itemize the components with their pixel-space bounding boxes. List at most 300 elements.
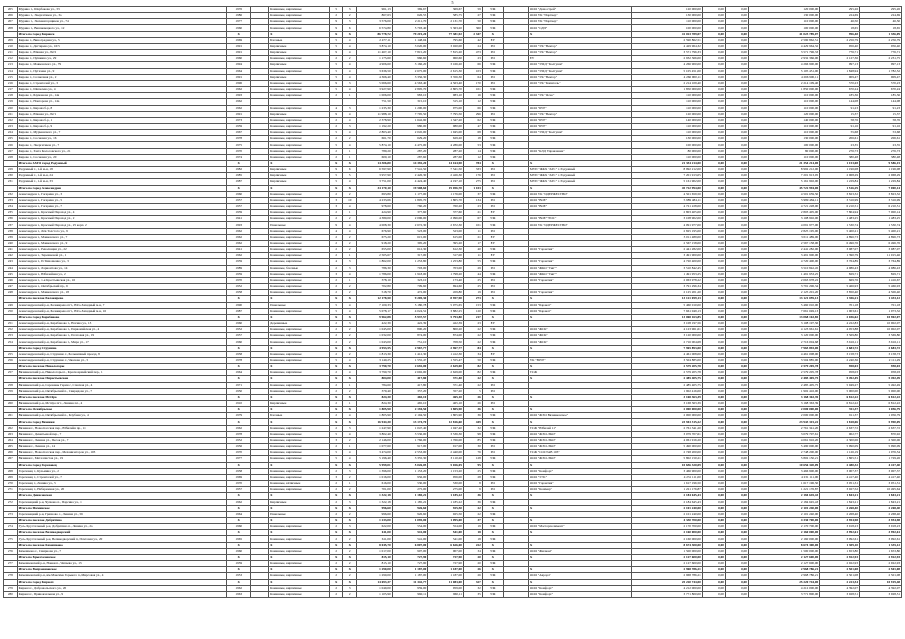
cell-managing-organization: X bbox=[528, 530, 631, 536]
cell-max-unit-cost: 10 919,48 bbox=[859, 579, 901, 585]
cell-row-number: 251 bbox=[4, 320, 18, 326]
cell-residents: 37 bbox=[463, 191, 482, 197]
cell-address: Итого по город Карабаново bbox=[17, 314, 227, 320]
cell-total-cost: 3 771 800,00 bbox=[631, 591, 702, 597]
cell-total-area: 751,50 bbox=[357, 99, 393, 105]
cell-total-cost: 4 721 228,00 bbox=[631, 204, 702, 210]
cell-funding-method: X bbox=[482, 394, 503, 400]
cell-unit-cost: 3 569,80 bbox=[820, 333, 860, 339]
cell-wall-material: X bbox=[269, 505, 330, 511]
cell-unit-cost: 829,71 bbox=[820, 271, 860, 277]
cell-max-unit-cost: 2 968,29 bbox=[859, 173, 901, 179]
cell-total-cost: 1 221 176,87 bbox=[631, 487, 702, 493]
cell-year-built: 1993 bbox=[227, 93, 251, 99]
cell-cost-other: 0,00 bbox=[725, 339, 748, 345]
page-number: 5 bbox=[451, 0, 454, 5]
cell-cost-other: 0,00 bbox=[725, 481, 748, 487]
cell-cost-fund: 0,00 bbox=[702, 554, 725, 560]
cell-managing-organization: ООО "ВОЕ" bbox=[528, 204, 631, 210]
cell-row-number: 214 bbox=[4, 68, 18, 74]
cell-funding-method: X bbox=[482, 579, 503, 585]
cell-cost-fund: 0,00 bbox=[702, 419, 725, 425]
cell-row-number: 211 bbox=[4, 50, 18, 56]
cell-total-cost: 3 510 842,45 bbox=[631, 265, 702, 271]
cell-total-area: 1 049,00 bbox=[357, 585, 393, 591]
cell-unit-cost: 3 316,99 bbox=[820, 197, 860, 203]
cell-wall-material: Кирпичные bbox=[269, 179, 330, 185]
cell-funding-method: УЖ bbox=[482, 142, 503, 148]
cell-cost-other: 0,00 bbox=[725, 204, 748, 210]
cell-row-number: 205 bbox=[4, 7, 18, 13]
cell-area-residential: 1 047,40 bbox=[428, 425, 464, 431]
cell-total-area: 12 178,50 bbox=[357, 296, 393, 302]
cell-floors: 9 bbox=[329, 19, 343, 25]
cell-unit-cost: 206,61 bbox=[820, 136, 860, 142]
cell-total-area: 4 953,55 bbox=[357, 345, 393, 351]
cell-cost-fund: 0,00 bbox=[702, 222, 725, 228]
cell-floors: 2 bbox=[329, 210, 343, 216]
cell-cost-fund: 0,00 bbox=[702, 530, 725, 536]
cell-wall-material: Каменные, кирпичные bbox=[269, 105, 330, 111]
cell-area-residential: 1 176,00 bbox=[428, 191, 464, 197]
cell-cost-owners: 80 000,00 bbox=[748, 148, 819, 154]
cell-managing-organization: ООО "ВОЕ""РОС" bbox=[528, 216, 631, 222]
cell-entrances: 4 bbox=[343, 62, 357, 68]
cell-wall-material: Каменные, кирпичные bbox=[269, 130, 330, 136]
cell-cost-other: 0,00 bbox=[725, 394, 748, 400]
cell-cost-owners: 4 123 961,61 bbox=[748, 327, 819, 333]
cell-max-unit-cost: 1 335,12 bbox=[859, 542, 901, 548]
cell-residents: 23 bbox=[463, 56, 482, 62]
cell-cost-owners: 2 579 205,78 bbox=[748, 370, 819, 376]
cell-area-premises: 554,00 bbox=[392, 524, 428, 530]
cell-area-residential: 7 795,50 bbox=[428, 111, 464, 117]
cell-residents: 23 bbox=[463, 320, 482, 326]
cell-entrances: X bbox=[343, 185, 357, 191]
cell-area-residential: 5 026,05 bbox=[428, 462, 464, 468]
cell-cost-other: 0,00 bbox=[725, 210, 748, 216]
cell-cost-fund: 0,00 bbox=[702, 505, 725, 511]
cell-area-residential: 465,10 bbox=[428, 401, 464, 407]
cell-area-premises: 1 200,00 bbox=[392, 105, 428, 111]
cell-wall-material: Блочные bbox=[269, 413, 330, 419]
cell-year-built: 1953 bbox=[227, 573, 251, 579]
cell-cost-owners: 3 491 900,00 bbox=[748, 253, 819, 259]
cell-cost-fund: 0,00 bbox=[702, 105, 725, 111]
cell-managing-organization: ТСЖ "СОСТАВ 103" bbox=[528, 450, 631, 456]
cell-entrances: 2 bbox=[343, 511, 357, 517]
cell-managing-organization: ООО "ЖКО "Тип"" bbox=[528, 265, 631, 271]
cell-managing-organization: ООО "БУР" bbox=[528, 105, 631, 111]
cell-wall-material: Каменные, кирпичные bbox=[269, 573, 330, 579]
cell-total-area: 5 196,40 bbox=[357, 456, 393, 462]
cell-area-premises: 1 642,90 bbox=[392, 117, 428, 123]
cell-row-number: 228 bbox=[4, 154, 18, 160]
cell-funding-method: X bbox=[482, 567, 503, 573]
cell-unit-cost: 6 496,76 bbox=[820, 240, 860, 246]
cell-row-number: 206 bbox=[4, 13, 18, 19]
cell-wall-material: X bbox=[269, 517, 330, 523]
cell-floors: 4 bbox=[329, 259, 343, 265]
cell-max-unit-cost: 1 782,52 bbox=[859, 68, 901, 74]
cell-floors: 9 bbox=[329, 167, 343, 173]
cell-entrances: X bbox=[343, 579, 357, 585]
cell-year-built: X bbox=[227, 530, 251, 536]
cell-total-cost: 4 501 659,50 bbox=[631, 191, 702, 197]
cell-funding-method: УЖ bbox=[482, 105, 503, 111]
cell-funding-method: УЖ bbox=[482, 136, 503, 142]
cell-max-unit-cost: 5 990,09 bbox=[859, 419, 901, 425]
cell-residents: 85 bbox=[463, 437, 482, 443]
cell-unit-cost: 55,68 bbox=[820, 130, 860, 136]
cell-unit-cost: 2 240,36 bbox=[820, 357, 860, 363]
cell-max-unit-cost: 10 902,07 bbox=[859, 327, 901, 333]
cell-entrances: X bbox=[343, 364, 357, 370]
cell-address: Александров г., Маяковского ул., 18 bbox=[17, 290, 227, 296]
cell-cost-fund: 0,00 bbox=[702, 370, 725, 376]
cell-area-residential: 287,20 bbox=[428, 148, 464, 154]
cell-address: Александров г., Юбилейная ул., 2 bbox=[17, 271, 227, 277]
cell-total-area: 1 813,30 bbox=[357, 351, 393, 357]
cell-area-premises: 1 805,70 bbox=[392, 197, 428, 203]
cell-total-area: 5 999,01 bbox=[357, 462, 393, 468]
cell-cost-other: 0,00 bbox=[725, 80, 748, 86]
cell-entrances: 2 bbox=[343, 437, 357, 443]
cell-total-cost: 2 160 000,00 bbox=[631, 530, 702, 536]
cell-residents: 327 bbox=[463, 579, 482, 585]
cell-total-cost: 2 101 240,00 bbox=[631, 511, 702, 517]
cell-address: Кирово г., Кирова б-р, 1 bbox=[17, 117, 227, 123]
cell-max-unit-cost: 5 400,21 bbox=[859, 228, 901, 234]
cell-cost-fund: 0,00 bbox=[702, 468, 725, 474]
cell-address: Мурино г., Энергетиков ул., 3а bbox=[17, 13, 227, 19]
cell-wall-material: Каменные, кирпичные bbox=[269, 253, 330, 259]
cell-max-unit-cost: 3 928,51 bbox=[859, 591, 901, 597]
cell-managing-organization: X bbox=[528, 345, 631, 351]
cell-year-built: 1950 bbox=[227, 388, 251, 394]
cell-area-premises: 472,00 bbox=[392, 290, 428, 296]
cell-floors: 2 bbox=[329, 234, 343, 240]
cell-address: Александров г., 1-я Крестьянская ул., 16 bbox=[17, 277, 227, 283]
cell-funding-method: ЕУ bbox=[482, 320, 503, 326]
cell-area-premises: 523,00 bbox=[392, 228, 428, 234]
cell-total-cost: 13 068 163,85 bbox=[631, 314, 702, 320]
cell-total-area: 3 636,50 bbox=[357, 68, 393, 74]
cell-address: Кирово г., Южная ул., 82/2 bbox=[17, 50, 227, 56]
cell-funding-method: РО bbox=[482, 228, 503, 234]
cell-entrances: 4 bbox=[343, 271, 357, 277]
table-body bbox=[4, 7, 902, 598]
cell-managing-organization: ООО "ЖСК" bbox=[528, 339, 631, 345]
cell-cost-owners: 110 000,00 bbox=[748, 130, 819, 136]
cell-unit-cost: 4 953,88 bbox=[820, 327, 860, 333]
cell-area-premises: 79 219,20 bbox=[392, 31, 428, 37]
cell-year-built: 1960 bbox=[227, 56, 251, 62]
cell-max-unit-cost: 91,23 bbox=[859, 105, 901, 111]
cell-wall-material: Каменные, кирпичные bbox=[269, 468, 330, 474]
cell-year-built: 1976 bbox=[227, 7, 251, 13]
cell-address: Александровский р-н, Струнино г., Чкалова ул., 5 bbox=[17, 357, 227, 363]
cell-address: Итого по Осиябрьское bbox=[17, 407, 227, 413]
cell-address: Александров г., Гагарина ул., 7 bbox=[17, 204, 227, 210]
cell-wall-material: Каменные, кирпичные bbox=[269, 68, 330, 74]
cell-area-premises: 287,20 bbox=[392, 148, 428, 154]
cell-year-built: X bbox=[227, 554, 251, 560]
cell-cost-owners: 2 125 201,20 bbox=[748, 290, 819, 296]
cell-year-built: X bbox=[227, 296, 251, 302]
cell-area-residential: 760,20 bbox=[428, 204, 464, 210]
cell-cost-other: 0,00 bbox=[725, 271, 748, 277]
cell-residents: 47 bbox=[463, 123, 482, 129]
cell-funding-method: РО bbox=[482, 179, 503, 185]
cell-residents: 17 bbox=[463, 240, 482, 246]
cell-area-residential: 422,39 bbox=[428, 320, 464, 326]
cell-area-residential: 12 816,60 bbox=[428, 419, 464, 425]
cell-unit-cost: 1 390,79 bbox=[820, 253, 860, 259]
cell-max-unit-cost: 1 433,12 bbox=[859, 296, 901, 302]
cell-funding-method: УЖ bbox=[482, 499, 503, 505]
cell-year-built: 1970 bbox=[227, 481, 251, 487]
cell-wall-material: Каменные, кирпичные bbox=[269, 548, 330, 554]
cell-cost-owners: 110 000,00 bbox=[748, 93, 819, 99]
cell-year-built: X bbox=[227, 31, 251, 37]
cell-managing-organization: ООО "Гарантия" bbox=[528, 259, 631, 265]
cell-year-built: 1991 bbox=[227, 111, 251, 117]
cell-cost-other: 0,00 bbox=[725, 308, 748, 314]
cell-wall-material: X bbox=[269, 530, 330, 536]
cell-managing-organization: X bbox=[528, 542, 631, 548]
cell-cost-fund: 0,00 bbox=[702, 567, 725, 573]
cell-cost-fund: 0,00 bbox=[702, 302, 725, 308]
cell-cost-other: 0,00 bbox=[725, 333, 748, 339]
cell-address: Вязниковский р-н, Октябрьский п., Клубная ул., 4 bbox=[17, 413, 227, 419]
cell-area-residential: 3 166,20 bbox=[428, 62, 464, 68]
cell-cost-owners: 1 491 953,25 bbox=[748, 271, 819, 277]
cell-residents: 50 bbox=[463, 19, 482, 25]
cell-total-area: 11 467,10 bbox=[357, 50, 393, 56]
cell-wall-material: Каменные, кирпичные bbox=[269, 277, 330, 283]
cell-area-residential: 377,60 bbox=[428, 210, 464, 216]
cell-max-unit-cost: 6 496,76 bbox=[859, 240, 901, 246]
cell-residents: 23 bbox=[463, 204, 482, 210]
cell-cost-owners: 2 127 600,00 bbox=[748, 554, 819, 560]
cell-total-cost: 1 491 953,25 bbox=[631, 271, 702, 277]
cell-unit-cost: 1 196,08 bbox=[820, 167, 860, 173]
cell-total-area: 3 140,25 bbox=[357, 357, 393, 363]
cell-total-area: 3 751,00 bbox=[357, 179, 393, 185]
cell-row-number: 209 bbox=[4, 37, 18, 43]
cell-unit-cost: 6 812,22 bbox=[820, 401, 860, 407]
cell-managing-organization: ООО "УК "Вектор" bbox=[528, 111, 631, 117]
cell-total-area: 815,10 bbox=[357, 561, 393, 567]
cell-total-area: 16 944,30 bbox=[357, 419, 393, 425]
cell-row-number: 224 bbox=[4, 130, 18, 136]
cell-total-area: 3 790,70 bbox=[357, 370, 393, 376]
cell-max-unit-cost: 3 764,89 bbox=[859, 259, 901, 265]
cell-cost-other: 0,00 bbox=[725, 364, 748, 370]
cell-cost-other: 0,00 bbox=[725, 197, 748, 203]
cell-address: Александровский р-н, Карабаново г., Мира ул., 17 bbox=[17, 339, 227, 345]
cell-total-area: 2 146,00 bbox=[357, 437, 393, 443]
cell-unit-cost: 4 417,40 bbox=[820, 474, 860, 480]
cell-cost-owners: 3 108 197,56 bbox=[748, 320, 819, 326]
cell-residents: 26 bbox=[463, 567, 482, 573]
cell-address: Гороховецкий р-н, Грязново с., Ленина ул., 56 bbox=[17, 511, 227, 517]
cell-entrances: 3 bbox=[343, 7, 357, 13]
cell-entrances: 3 bbox=[343, 265, 357, 271]
cell-year-built: 1970 bbox=[227, 148, 251, 154]
cell-wall-material: Панельные bbox=[269, 302, 330, 308]
cell-floors: 2 bbox=[329, 548, 343, 554]
cell-area-premises: 2 967,77 bbox=[392, 345, 428, 351]
cell-floors: 2 bbox=[329, 511, 343, 517]
cell-wall-material: Блочные bbox=[269, 37, 330, 43]
cell-area-premises: 907,00 bbox=[392, 548, 428, 554]
cell-area-premises: 709,60 bbox=[392, 284, 428, 290]
cell-entrances: 3 bbox=[343, 105, 357, 111]
cell-cost-owners: 5 460 010,00 bbox=[748, 302, 819, 308]
cell-area-premises: 3 355,30 bbox=[392, 456, 428, 462]
cell-cost-other: 0,00 bbox=[725, 524, 748, 530]
cell-year-built: 1994 bbox=[227, 62, 251, 68]
cell-residents: 1 103 bbox=[463, 185, 482, 191]
cell-cost-other: 0,00 bbox=[725, 450, 748, 456]
cell-year-built: X bbox=[227, 462, 251, 468]
cell-funding-method: РО bbox=[482, 74, 503, 80]
cell-area-residential: 77 381,92 bbox=[428, 31, 464, 37]
cell-area-premises: 1 555,47 bbox=[392, 357, 428, 363]
cell-managing-organization: X bbox=[528, 407, 631, 413]
cell-residents: 82 bbox=[463, 364, 482, 370]
cell-unit-cost: 2 501,08 bbox=[820, 567, 860, 573]
cell-area-premises: 2 211,70 bbox=[392, 19, 428, 25]
cell-total-cost: 1 500 000,00 bbox=[631, 548, 702, 554]
cell-managing-organization: ТСЖ "Юбилей 11" bbox=[528, 425, 631, 431]
cell-address: Итого по поселок Никологоры bbox=[17, 364, 227, 370]
cell-total-cost: 45 722 994,00 bbox=[631, 185, 702, 191]
cell-cost-fund: 0,00 bbox=[702, 376, 725, 382]
cell-managing-organization: X bbox=[528, 505, 631, 511]
cell-cost-owners: 3 771 800,00 bbox=[748, 591, 819, 597]
cell-entrances: 1 bbox=[343, 481, 357, 487]
cell-wall-material: Каменные, кирпичные bbox=[269, 561, 330, 567]
cell-funding-method: РО bbox=[482, 388, 503, 394]
cell-cost-fund: 0,00 bbox=[702, 50, 725, 56]
cell-total-area: 1 862,00 bbox=[357, 259, 393, 265]
cell-area-residential: 975,00 bbox=[428, 105, 464, 111]
cell-wall-material: X bbox=[269, 345, 330, 351]
cell-managing-organization: ЕУ bbox=[528, 56, 631, 62]
cell-area-premises: 2 194,50 bbox=[392, 413, 428, 419]
cell-floors: 5 bbox=[329, 74, 343, 80]
cell-residents: 296 bbox=[463, 111, 482, 117]
cell-funding-method: РО bbox=[482, 444, 503, 450]
cell-max-unit-cost: 5 990,09 bbox=[859, 444, 901, 450]
cell-entrances: 1 bbox=[343, 277, 357, 283]
cell-total-area: 422,39 bbox=[357, 320, 393, 326]
cell-wall-material: X bbox=[269, 493, 330, 499]
cell-area-residential: 3 110,20 bbox=[428, 456, 464, 462]
cell-cost-fund: 0,00 bbox=[702, 579, 725, 585]
cell-year-built: X bbox=[227, 364, 251, 370]
cell-row-number: 270 bbox=[4, 481, 18, 487]
cell-area-residential: 1 095,00 bbox=[428, 517, 464, 523]
cell-cost-owners: 23 943 315,22 bbox=[748, 419, 819, 425]
cell-cost-owners: 100 000,00 bbox=[748, 25, 819, 31]
cell-entrances: 1 bbox=[343, 93, 357, 99]
cell-wall-material: X bbox=[269, 314, 330, 320]
cell-funding-method: УЖ bbox=[482, 19, 503, 25]
cell-area-premises: 7 541,50 bbox=[392, 167, 428, 173]
cell-cost-fund: 0,00 bbox=[702, 425, 725, 431]
cell-cost-fund: 0,00 bbox=[702, 364, 725, 370]
cell-address: Кирово г., Солнечная ул., 2 bbox=[17, 74, 227, 80]
cell-total-cost: 2 579 205,78 bbox=[631, 370, 702, 376]
cell-wall-material: Каменные, кирпичные bbox=[269, 487, 330, 493]
cell-row-number: 254 bbox=[4, 339, 18, 345]
cell-cost-other: 0,00 bbox=[725, 99, 748, 105]
cell-cost-other: 0,00 bbox=[725, 136, 748, 142]
cell-unit-cost: 1 865,51 bbox=[820, 456, 860, 462]
cell-address: Вязники г., Ленина ул., 14 bbox=[17, 444, 227, 450]
cell-unit-cost: 4 222,83 bbox=[820, 320, 860, 326]
cell-cost-owners: 2 000 000,00 bbox=[748, 407, 819, 413]
cell-cost-owners: 130 000,00 bbox=[748, 13, 819, 19]
cell-area-premises: 6 807,00 bbox=[392, 542, 428, 548]
cell-row-number: 218 bbox=[4, 93, 18, 99]
cell-address: Александровский р-н, Карабаново г., Почтовая ул., 19 bbox=[17, 333, 227, 339]
cell-cost-other: 0,00 bbox=[725, 579, 748, 585]
cell-cost-fund: 0,00 bbox=[702, 474, 725, 480]
cell-address: Вязники г., Новоспасская пер., Юбилейн пр., 11 bbox=[17, 425, 227, 431]
cell-area-residential: 1 766,00 bbox=[428, 437, 464, 443]
cell-entrances: 4 bbox=[343, 130, 357, 136]
cell-floors: 9 bbox=[329, 25, 343, 31]
cell-residents: 95 bbox=[463, 462, 482, 468]
cell-entrances: 4 bbox=[343, 37, 357, 43]
cell-cost-owners: 3 168 363,39 bbox=[748, 394, 819, 400]
cell-cost-owners: 2 101 240,00 bbox=[748, 505, 819, 511]
cell-max-unit-cost: 2 300,06 bbox=[859, 437, 901, 443]
cell-cost-fund: 0,00 bbox=[702, 271, 725, 277]
cell-unit-cost: 2 256,79 bbox=[820, 37, 860, 43]
cell-funding-method: X bbox=[482, 407, 503, 413]
cell-cost-other: 0,00 bbox=[725, 31, 748, 37]
cell-residents: 5 bbox=[463, 388, 482, 394]
cell-max-unit-cost: 6 812,22 bbox=[859, 401, 901, 407]
cell-wall-material: Каменные, кирпичные bbox=[269, 370, 330, 376]
cell-residents: 22 bbox=[463, 339, 482, 345]
cell-floors: 2 bbox=[329, 388, 343, 394]
cell-entrances: 3 bbox=[343, 468, 357, 474]
cell-area-premises: 917,00 bbox=[392, 444, 428, 450]
cell-area-residential: 1 185,22 bbox=[428, 499, 464, 505]
cell-entrances: X bbox=[343, 314, 357, 320]
cell-max-unit-cost: 224,69 bbox=[859, 13, 901, 19]
cell-residents: 36 bbox=[463, 493, 482, 499]
cell-cost-fund: 0,00 bbox=[702, 111, 725, 117]
cell-row-number: 263 bbox=[4, 431, 18, 437]
cell-area-residential: 7 541,50 bbox=[428, 167, 464, 173]
cell-cost-owners: 2 160 000,00 bbox=[748, 530, 819, 536]
cell-residents: 36 bbox=[463, 413, 482, 419]
cell-row-number: 279 bbox=[4, 585, 18, 591]
cell-row-number: 243 bbox=[4, 259, 18, 265]
cell-year-built: 1996 bbox=[227, 80, 251, 86]
cell-floors: 5 bbox=[329, 68, 343, 74]
cell-address: Вязники г., Металлистов ул., 19 bbox=[17, 456, 227, 462]
cell-max-unit-cost: 1 056,79 bbox=[859, 407, 901, 413]
